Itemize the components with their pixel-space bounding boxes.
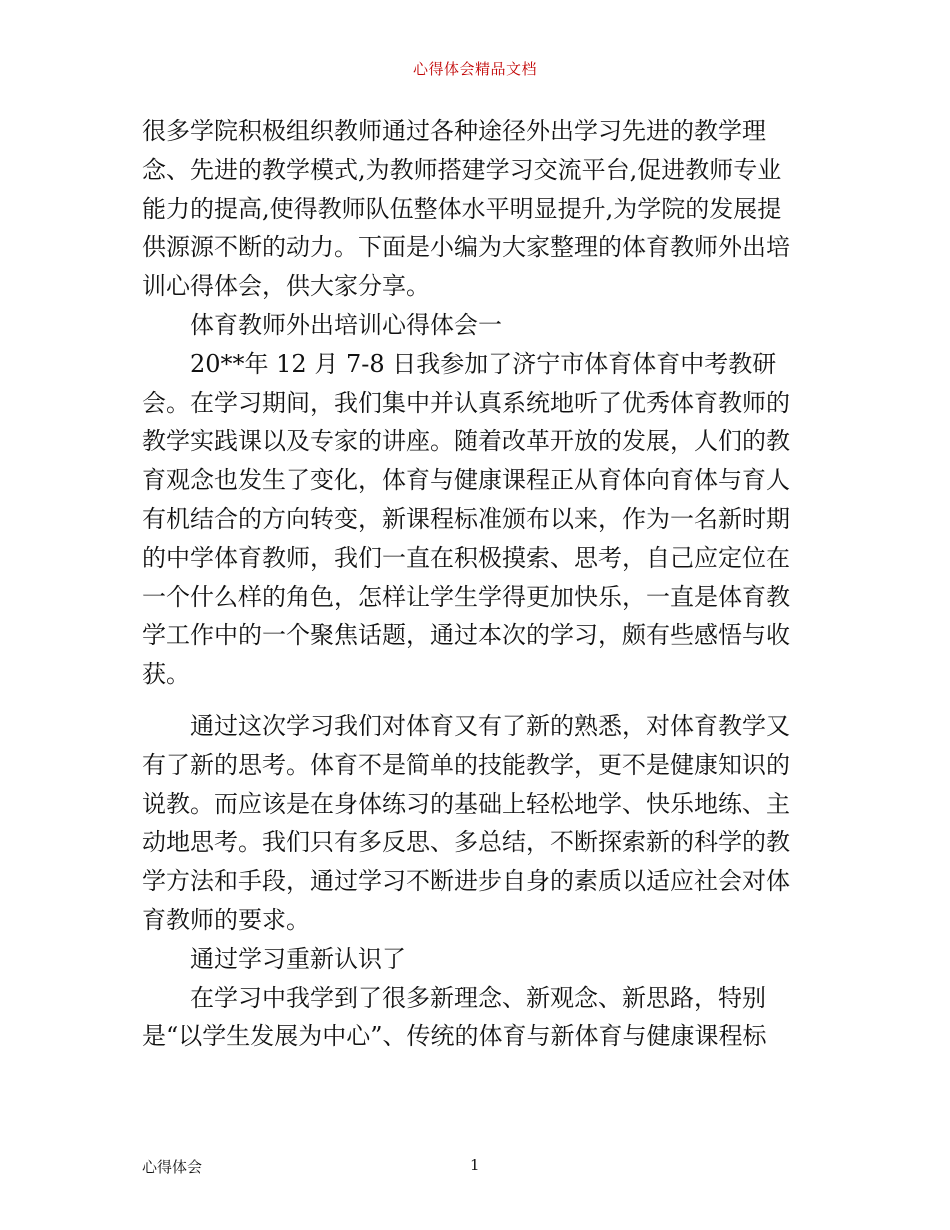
body-line: 是“以学生发展为中心”、传统的体育与新体育与健康课程标 (142, 1022, 767, 1051)
document-header-title: 心得体会精品文档 (412, 60, 537, 78)
body-line: 很多学院积极组织教师通过各种途径外出学习先进的教学理 (142, 117, 766, 145)
body-line: 育教师的要求。 (142, 905, 310, 934)
body-line: 动地思考。我们只有多反思、多总结，不断探索新的科学的教 (142, 828, 790, 857)
body-line: 供源源不断的动力。下面是小编为大家整理的体育教师外出培 (142, 233, 790, 262)
section-heading: 通过学习重新认识了 (190, 944, 406, 973)
document-body (142, 112, 812, 1056)
body-line: 育观念也发生了变化，体育与健康课程正从育体向育体与育人 (142, 466, 790, 495)
body-line: 学工作中的一个聚焦话题，通过本次的学习，颇有些感悟与收 (142, 621, 790, 650)
body-line: 的中学体育教师，我们一直在积极摸索、思考，自己应定位在 (142, 543, 790, 572)
body-line: 念、先进的教学模式,为教师搭建学习交流平台,促进教师专业 (142, 155, 782, 184)
body-line: 会。在学习期间，我们集中并认真系统地听了优秀体育教师的 (142, 388, 790, 417)
body-line: 一个什么样的角色，怎样让学生学得更加快乐，一直是体育教 (142, 582, 790, 611)
body-line: 说教。而应该是在身体练习的基础上轻松地学、快乐地练、主 (142, 789, 790, 818)
body-line: 20**年 12 月 7-8 日我参加了济宁市体育体育中考教研 (190, 349, 777, 378)
body-line: 学方法和手段，通过学习不断进步自身的素质以适应社会对体 (142, 867, 790, 896)
section-heading: 体育教师外出培训心得体会一 (190, 310, 502, 339)
body-line: 能力的提高,使得教师队伍整体水平明显提升,为学院的发展提 (142, 194, 782, 223)
body-line: 有了新的思考。体育不是简单的技能教学，更不是健康知识的 (142, 750, 790, 779)
body-line: 获。 (142, 660, 190, 689)
body-line: 训心得体会，供大家分享。 (142, 272, 430, 301)
footer-label: 心得体会 (142, 1158, 203, 1176)
body-line: 有机结合的方向转变，新课程标准颁布以来，作为一名新时期 (142, 504, 790, 533)
body-line: 教学实践课以及专家的讲座。随着改革开放的发展，人们的教 (142, 427, 790, 456)
body-line: 在学习中我学到了很多新理念、新观念、新思路，特别 (190, 983, 766, 1012)
body-line: 通过这次学习我们对体育又有了新的熟悉，对体育教学又 (190, 711, 790, 740)
page-number: 1 (470, 1156, 480, 1174)
